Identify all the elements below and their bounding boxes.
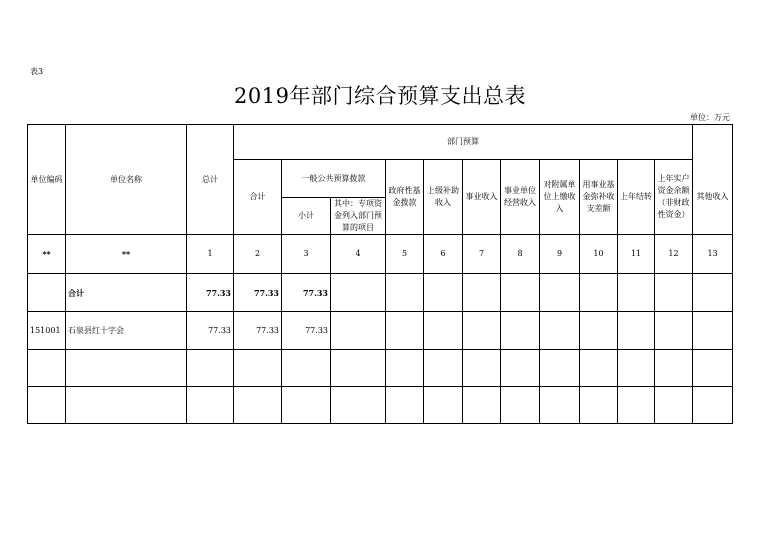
index-cell: 3	[282, 235, 331, 274]
cell-total: 77.33	[187, 312, 234, 350]
header-affiliated-income: 对附属单位上缴收入	[540, 160, 580, 235]
index-cell: 11	[618, 235, 655, 274]
index-cell: 1	[187, 235, 234, 274]
page-title: 2019年部门综合预算支出总表	[234, 84, 526, 108]
index-cell: 13	[693, 235, 733, 274]
unit-label: 单位：万元	[690, 113, 730, 122]
table-row	[28, 312, 733, 350]
header-subtotal: 小计	[282, 198, 331, 235]
budget-table	[27, 124, 733, 424]
cell-total: 77.33	[187, 274, 234, 312]
table-row	[28, 350, 733, 387]
index-cell: **	[28, 235, 66, 274]
header-blank	[693, 125, 733, 160]
header-unit-name: 单位名称	[66, 125, 187, 235]
index-cell: 8	[501, 235, 540, 274]
header-gov-fund: 政府性基金拨款	[386, 160, 424, 235]
header-special-items: 其中：专项资金列入部门预算的项目	[331, 198, 386, 235]
cell-sum: 77.33	[234, 274, 282, 312]
cell-sum: 77.33	[234, 312, 282, 350]
cell-subtotal: 77.33	[282, 312, 331, 350]
cell-subtotal: 77.33	[282, 274, 331, 312]
header-last-year-balance: 上年实户资金余额（非财政性资金）	[655, 160, 693, 235]
table-row	[28, 387, 733, 424]
header-general-public: 一般公共预算拨款	[282, 160, 386, 198]
cell-name: 石泉县红十字会	[66, 312, 187, 350]
index-cell: 7	[463, 235, 501, 274]
cell-code: 151001	[28, 312, 66, 350]
index-cell: 2	[234, 235, 282, 274]
header-unit-code: 单位编码	[28, 125, 66, 235]
header-other-income: 其他收入	[693, 160, 733, 235]
index-cell: **	[66, 235, 187, 274]
header-fund-balance: 用事业基金弥补收支差额	[580, 160, 618, 235]
header-operating-income: 事业单位经营收入	[501, 160, 540, 235]
index-cell: 6	[424, 235, 463, 274]
header-business-income: 事业收入	[463, 160, 501, 235]
table-row	[28, 274, 733, 312]
index-cell: 9	[540, 235, 580, 274]
header-total: 总计	[187, 125, 234, 235]
header-upper-subsidy: 上级补助收入	[424, 160, 463, 235]
cell-name: 合计	[66, 274, 187, 312]
index-cell: 10	[580, 235, 618, 274]
index-cell: 4	[331, 235, 386, 274]
cell-code	[28, 274, 66, 312]
header-last-year-carry: 上年结转	[618, 160, 655, 235]
header-subtotal-all: 合计	[234, 160, 282, 235]
index-row	[28, 235, 733, 274]
table-tag: 表3	[30, 67, 44, 76]
index-cell: 5	[386, 235, 424, 274]
header-dept-budget: 部门预算	[234, 125, 693, 160]
index-cell: 12	[655, 235, 693, 274]
